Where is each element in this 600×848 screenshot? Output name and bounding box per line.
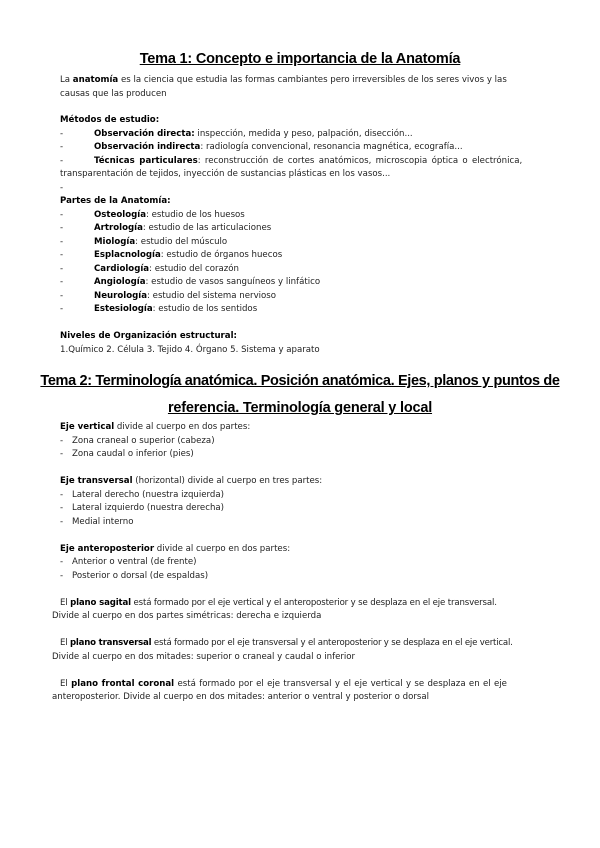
dash: - (60, 436, 64, 446)
parte-item: Neurología: estudio del sistema nervioso (94, 291, 277, 301)
parte-item: Artrología: estudio de las articulaciones (94, 223, 272, 233)
plano-sagital-line2: Divide al cuerpo en dos partes simétricas: derecha e izquierda (52, 611, 322, 621)
tema1-title: Tema 1: Concepto e importancia de la Anatomía (139, 51, 461, 67)
dash: - (60, 291, 64, 301)
tema1-intro-line2: causas que las producen (60, 89, 167, 99)
dash: - (60, 557, 64, 567)
dash: - (60, 449, 64, 459)
eje-item: Zona caudal o inferior (pies) (72, 449, 194, 459)
eje-anteroposterior-line: Eje anteroposterior divide al cuerpo en dos partes: (60, 544, 291, 554)
dash: - (60, 223, 64, 233)
dash: - (60, 129, 64, 139)
eje-transversal-line: Eje transversal (horizontal) divide al cuerpo en tres partes: (60, 476, 323, 486)
plano-transversal-line1: El plano transversal está formado por el eje transversal y el anteroposterior y se desplaza en el eje vertical. (60, 638, 513, 648)
dash: - (60, 142, 64, 152)
partes-heading: Partes de la Anatomía: (60, 196, 171, 206)
tema2-title-line2: referencia. Terminología general y local (167, 400, 433, 416)
eje-item: Zona craneal o superior (cabeza) (72, 436, 215, 446)
parte-item: Osteología: estudio de los huesos (94, 210, 245, 220)
dash: - (60, 264, 64, 274)
plano-frontal-line2: anteroposterior. Divide al cuerpo en dos mitades: anterior o ventral y posterior o dorsal (52, 692, 429, 702)
dash: - (60, 210, 64, 220)
metodo-continuation: transparentación de tejidos, inyección de sustancias plásticas en los vasos... (60, 169, 391, 179)
metodo-item: Observación indirecta: radiología convencional, resonancia magnética, ecografía... (94, 142, 463, 152)
parte-item: Estesiología: estudio de los sentidos (94, 304, 258, 314)
eje-item: Lateral izquierdo (nuestra derecha) (72, 503, 225, 513)
parte-item: Miología: estudio del músculo (94, 237, 228, 247)
dash: - (60, 503, 64, 513)
dash: - (60, 156, 64, 166)
niveles-heading: Niveles de Organización estructural: (60, 331, 237, 341)
dash: - (60, 571, 64, 581)
parte-item: Esplacnología: estudio de órganos huecos (94, 250, 283, 260)
metodos-heading: Métodos de estudio: (60, 115, 160, 125)
dash: - (60, 250, 64, 260)
parte-item: Cardiología: estudio del corazón (94, 264, 239, 274)
dash: - (60, 277, 64, 287)
dash: - (60, 237, 64, 247)
dash: - (60, 517, 64, 527)
dash: - (60, 183, 64, 193)
eje-item: Anterior o ventral (de frente) (72, 557, 197, 567)
eje-item: Posterior o dorsal (de espaldas) (72, 571, 209, 581)
eje-item: Lateral derecho (nuestra izquierda) (72, 490, 225, 500)
dash: - (60, 490, 64, 500)
eje-item: Medial interno (72, 517, 134, 527)
plano-sagital-line1: El plano sagital está formado por el eje vertical y el anteroposterior y se desplaza en el eje transversal. (60, 598, 497, 608)
metodo-item: Técnicas particulares: reconstrucción de cortes anatómicos, microscopia óptica o electrónica, (94, 156, 523, 166)
metodo-item: Observación directa: inspección, medida y peso, palpación, disección... (94, 129, 413, 139)
niveles-text: 1.Químico 2. Célula 3. Tejido 4. Órgano 5. Sistema y aparato (60, 345, 320, 355)
parte-item: Angiología: estudio de vasos sanguíneos y linfático (94, 277, 321, 287)
dash: - (60, 304, 64, 314)
tema2-title-line1: Tema 2: Terminología anatómica. Posición anatómica. Ejes, planos y puntos de (40, 373, 560, 389)
plano-frontal-line1: El plano frontal coronal está formado por el eje transversal y el eje vertical y se desplaza en el eje (60, 679, 507, 689)
tema1-intro-line1: La anatomía es la ciencia que estudia las formas cambiantes pero irreversibles de los seres vivos y las (60, 75, 507, 85)
eje-vertical-line: Eje vertical divide al cuerpo en dos partes: (60, 422, 251, 432)
plano-transversal-line2: Divide al cuerpo en dos mitades: superior o craneal y caudal o inferior (52, 652, 356, 662)
